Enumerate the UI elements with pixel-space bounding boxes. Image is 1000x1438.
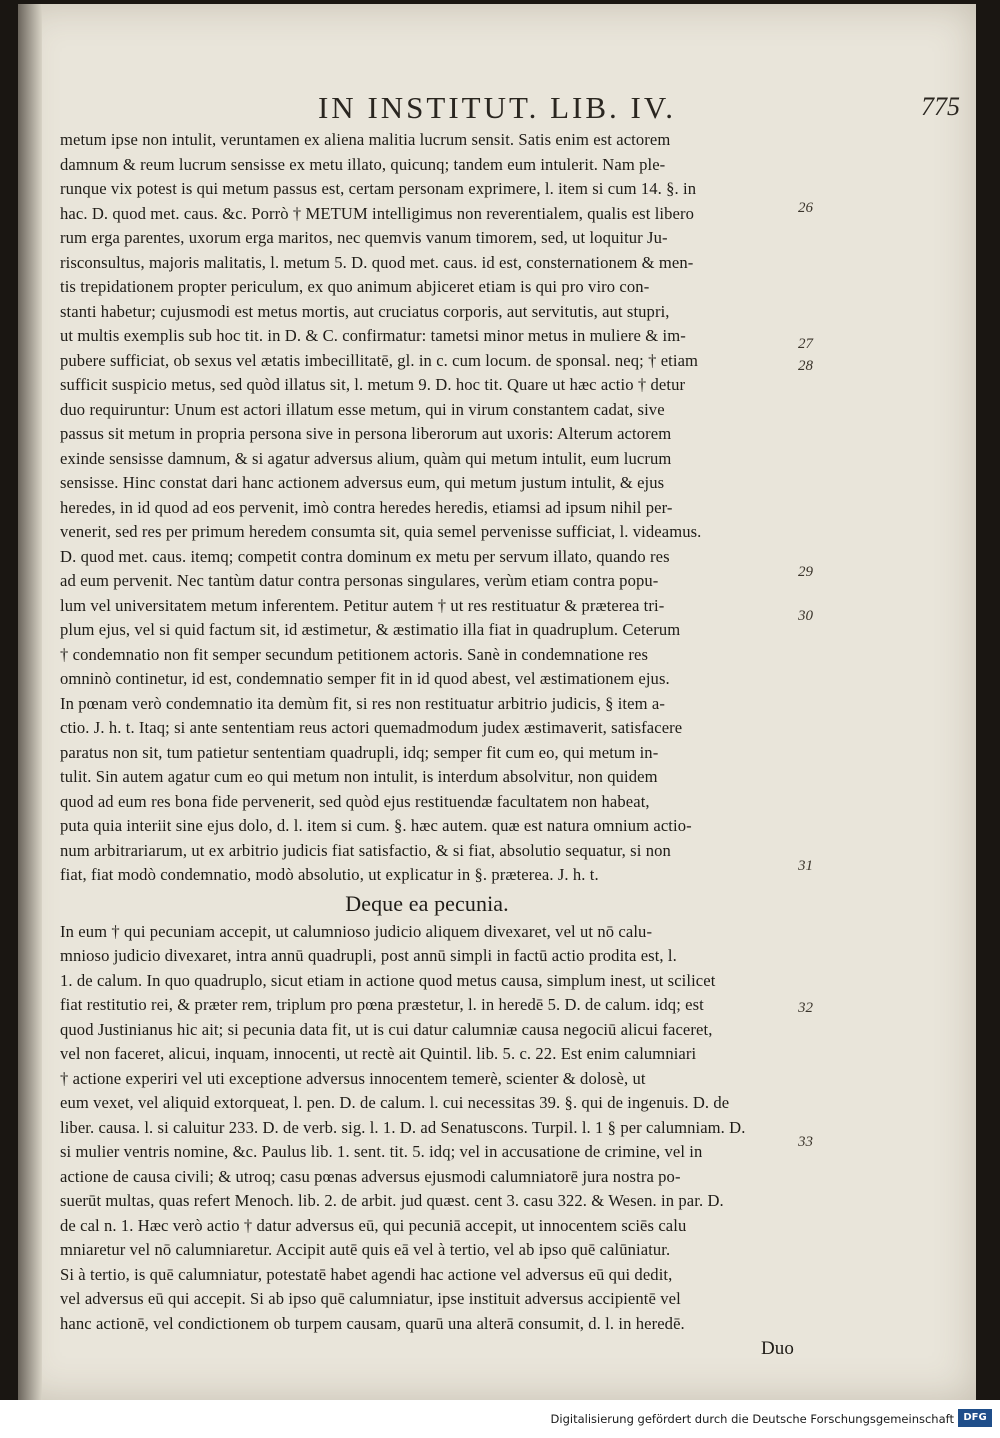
text-line: lum vel universitatem metum inferentem. Petitur autem † ut res restituatur & præterea tri- [60,595,665,615]
text-section-2 [60,920,794,1337]
text-line: omninò continetur, id est, condemnatio semper fit in id quod abest, vel æstimationem ejus. [60,669,670,688]
text-line: In eum † qui pecuniam accepit, ut calumnioso judicio aliquem divexaret, vel ut nō calu- [60,921,653,941]
margin-number: 29 [798,564,813,580]
text-line: quod ad eum res bona fide pervenerit, sed quòd ejus restituendæ facultatem non habeat, [60,791,650,811]
text-line: si mulier ventris nomine, &c. Paulus lib. 1. sent. tit. 5. idq; vel in accusatione de crimine, vel in [60,1142,703,1161]
text-line: hac. D. quod met. caus. &c. Porrò † METUM intelligimus non reverentialem, qualis est libero [60,203,694,223]
text-line: suerūt multas, quas refert Menoch. lib. 2. de arbit. jud quæst. cent 3. casu 322. & Wesen. in par. D. [60,1191,724,1210]
text-section-1 [60,128,794,888]
text-line: paratus non sit, tum patietur sententiam quadrupli, idq; semper fit cum eo, qui metum in- [60,742,659,762]
text-line: stanti habetur; cujusmodi est metus mortis, aut cruciatus corporis, aut servitutis, aut stupri, [60,301,670,321]
text-line: mnioso judicio divexaret, intra annū quadrupli, post annū simpli in factū actio prodita est, l. [60,946,677,965]
text-line: exinde sensisse damnum, & si agatur adversus alium, quàm qui metum intulit, eum lucrum [60,448,672,468]
text-line: tis trepidationem propter periculum, ex quo animum abjiceret etiam is qui pro viro con- [60,277,650,296]
text-line: fiat restitutio rei, & præter rem, triplum pro pœna præstetur, l. in heredē 5. D. de calum. idq; est [60,995,704,1014]
text-line: mniaretur vel nō calumniaretur. Accipit autē quis eā vel à tertio, vel ab ipso quē calūniatur. [60,1240,671,1259]
text-line: plum ejus, vel si quid factum sit, id æstimetur, & æstimatio illa fiat in quadruplum. Ceterum [60,620,681,639]
text-line: tulit. Sin autem agatur cum eo qui metum non intulit, is interdum absolvitur, non quidem [60,767,658,786]
margin-number: 31 [798,858,813,874]
footer-credit: Digitalisierung gefördert durch die Deutsche Forschungsgemeinschaft [550,1412,954,1426]
margin-number: 33 [798,1134,813,1150]
main-text-block [60,128,794,1362]
text-line: eum vexet, vel aliquid extorqueat, l. pen. D. de calum. l. cui necessitas 39. §. qui de ingenuis. D. de [60,1093,730,1112]
text-line: actione de causa civili; & utroq; casu pœnas adversus ejusmodi calumniatorē jura nostra po- [60,1166,681,1186]
margin-number: 32 [798,1000,813,1016]
text-line: de cal n. 1. Hæc verò actio † datur adversus eū, qui pecuniā accepit, ut innocentem sciēs calu [60,1215,687,1235]
text-line: liber. causa. l. si caluitur 233. D. de verb. sig. l. 1. D. ad Senatuscons. Turpil. l. 1 § per calumniam. D. [60,1117,746,1137]
text-line: venerit, sed res per primum heredem consumta sit, quia semel pervenisse sufficiat, l. videamus. [60,522,702,541]
text-line: ut multis exemplis sub hoc tit. in D. & C. confirmatur: tametsi minor metus in muliere & im- [60,326,686,345]
text-line: puta quia interiit sine ejus dolo, d. l. item si cum. §. hæc autem. quæ est natura omnium actio- [60,816,692,835]
text-line: pubere sufficiat, ob sexus vel ætatis imbecillitatē, gl. in c. cum locum. de sponsal. neq; † etiam [60,350,699,370]
text-line: † condemnatio non fit semper secundum petitionem actoris. Sanè in condemnatione res [60,644,649,664]
text-line: risconsultus, majoris malitatis, l. metum 5. D. quod met. caus. id est, consternationem & men- [60,252,694,272]
text-line: vel non faceret, alicui, inquam, innocenti, ut rectè ait Quintil. lib. 5. c. 22. Est enim calumniari [60,1044,697,1063]
margin-number: 27 [798,336,813,352]
margin-number: 30 [798,608,813,624]
catchword: Duo [760,1338,794,1359]
running-head: IN INSTITUT. LIB. IV. [317,90,677,125]
text-line: heredes, in id quod ad eos pervenit, imò contra heredes heredis, etiamsi ad ipsum nihil per- [60,497,673,517]
text-line: 1. de calum. In quo quadruplo, sicut etiam in actione quod metus causa, simplum inest, ut scilicet [60,970,716,990]
text-line: passus sit metum in propria persona sive in persona liberorum aut uxoris: Alterum actorem [60,424,672,443]
text-line: sufficit suspicio metus, sed quòd illatus sit, l. metum 9. D. hoc tit. Quare ut hæc actio † detur [60,375,686,394]
book-page [18,4,976,1400]
text-line: rum erga parentes, uxorum erga maritos, nec quemvis vanum timorem, sed, ut loquitur Ju- [60,228,668,247]
text-line: Si à tertio, is quē calumniatur, potestatē habet agendi hac actione vel adversus eū qui dedit, [60,1264,673,1284]
text-line: duo requiruntur: Unum est actori illatum esse metum, qui in virum constantem cadat, sive [60,399,665,419]
section-heading: Deque ea pecunia. [345,890,509,916]
text-line: num arbitrariarum, ut ex arbitrio judicis fiat satisfactio, & si fiat, absolutio sequatur, si non [60,840,671,860]
text-line: ad eum pervenit. Nec tantùm datur contra personas singulares, verùm etiam contra popu- [60,571,659,590]
text-line: D. quod met. caus. itemq; competit contra dominum ex metu per servum illato, quando res [60,546,670,566]
page-gutter-shadow [18,4,42,1400]
text-line: metum ipse non intulit, veruntamen ex aliena malitia lucrum sensit. Satis enim est actorem [60,130,671,149]
text-line: sensisse. Hinc constat dari hanc actionem adversus eum, qui metum justum intulit, & ejus [60,473,665,492]
page-number: 775 [921,92,960,121]
margin-number: 26 [798,200,813,216]
text-line: runque vix potest is qui metum passus est, certam personam exprimere, l. item si cum 14. §. in [60,179,697,198]
text-line: quod Justinianus hic ait; si pecunia data fit, ut is cui datur calumniæ causa negociū alicui faceret, [60,1019,713,1039]
digitization-footer [0,1400,1000,1438]
text-line: † actione experiri vel uti exceptione adversus innocentem temerè, scienter & dolosè, ut [60,1068,646,1088]
text-line: damnum & reum lucrum sensisse ex metu illato, quicunq; tandem eum intulerit. Nam ple- [60,154,666,174]
text-line: vel adversus eū qui accepit. Si ab ipso quē calumniatur, ipse instituit adversus accipientē vel [60,1289,681,1308]
text-line: In pœnam verò condemnatio ita demùm fit, si res non restituatur arbitrio judicis, § item a- [60,693,665,713]
text-line: hanc actionē, vel condictionem ob turpem causam, quarū una alterā consumit, d. l. in heredē. [60,1313,685,1333]
text-line: ctio. J. h. t. Itaq; si ante sententiam reus actori quemadmodum judex æstimaverit, satisfacere [60,718,683,737]
text-line: fiat, fiat modò condemnatio, modò absolutio, ut explicatur in §. præterea. J. h. t. [60,865,599,884]
margin-number: 28 [798,358,813,374]
dfg-logo-icon[interactable]: DFG [958,1409,992,1427]
